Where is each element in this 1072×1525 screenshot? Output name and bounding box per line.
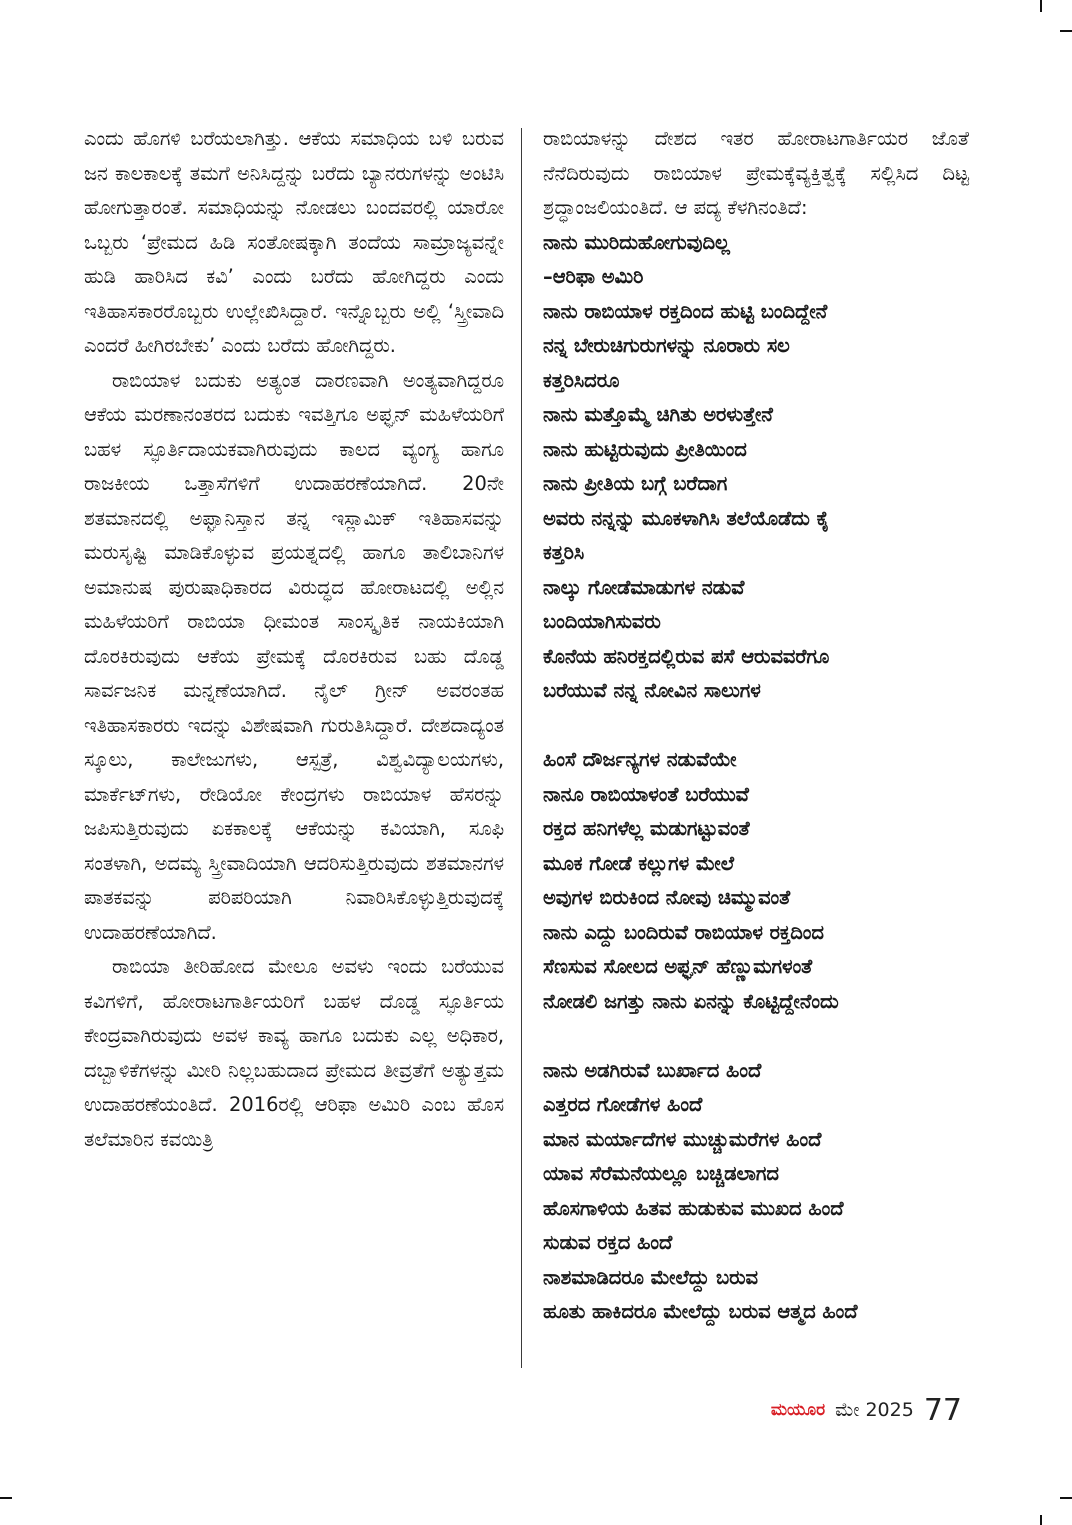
- poem-line: ಹೊಸಗಾಳಿಯ ಹಿತವ ಹುಡುಕುವ ಮುಖದ ಹಿಂದೆ: [543, 1196, 844, 1220]
- page-footer: [771, 1390, 962, 1430]
- poem-line: ನಾನು ಮತ್ತೊಮ್ಮೆ ಚಿಗಿತು ಅರಳುತ್ತೇನೆ: [543, 403, 773, 426]
- poem-line: ಕೊನೆಯ ಹನಿರಕ್ತದಲ್ಲಿರುವ ಪಸೆ ಆರುವವರೆಗೂ: [543, 644, 830, 668]
- page-number: 77: [923, 1392, 962, 1428]
- poem-line: ಬರೆಯುವೆ ನನ್ನ ನೋವಿನ ಸಾಲುಗಳ: [543, 679, 761, 702]
- stanza-gap: [543, 709, 969, 744]
- poem-line: ಕತ್ತರಿಸಿದರೂ: [543, 368, 620, 392]
- poem-line: ನೋಡಲಿ ಜಗತ್ತು ನಾನು ಏನನ್ನು ಕೊಟ್ಟಿದ್ದೇನೆಂದು: [543, 989, 839, 1013]
- poem-line: ಎತ್ತರದ ಗೋಡೆಗಳ ಹಿಂದೆ: [543, 1093, 703, 1116]
- poem-line: ಮೂಕ ಗೋಡೆ ಕಲ್ಲುಗಳ ಮೇಲೆ: [543, 851, 735, 875]
- poem-line: ಮಾನ ಮರ್ಯಾದೆಗಳ ಮುಚ್ಚುಮರೆಗಳ ಹಿಂದೆ: [543, 1127, 822, 1151]
- poem-line: ಅವರು ನನ್ನನ್ನು ಮೂಕಳಾಗಿಸಿ ತಲೆಯೊಡೆದು ಕೈ: [543, 506, 830, 530]
- poem-line: ಹಿಂಸೆ ದೌರ್ಜನ್ಯಗಳ ನಡುವೆಯೇ: [543, 748, 737, 771]
- left-column: [84, 122, 504, 1157]
- poem-line: ನಾನು ಹುಟ್ಟಿರುವುದು ಪ್ರೀತಿಯಿಂದ: [543, 437, 747, 461]
- poem-title: ನಾನು ಮುರಿದುಹೋಗುವುದಿಲ್ಲ: [543, 230, 730, 254]
- poem-author: –ಆರಿಫಾ ಅಮಿರಿ: [543, 265, 644, 288]
- left-paragraph-2: ರಾಬಿಯಾಳ ಬದುಕು ಅತ್ಯಂತ ದಾರಣವಾಗಿ ಅಂತ್ಯವಾಗಿದ್ದರೂ ಆಕೆಯ ಮರಣಾನಂತರದ ಬದುಕು ಇವತ್ತಿಗೂ ಅಫ್ಘನ್ ಮಹಿಳೆಯರಿಗೆ ಬಹಳ ಸ್ಫೂರ್ತಿದಾಯಕವಾಗಿರುವುದು ಕಾಲದ ವ್ಯಂಗ್ಯ ಹಾಗೂ ರಾಜಕೀಯ ಒತ್ತಾಸೆಗಳಿಗೆ ಉದಾಹರಣೆಯಾಗಿದೆ. 20ನೇ ಶತಮಾನದಲ್ಲಿ ಅಫ್ಘಾನಿಸ್ತಾನ ತನ್ನ ಇಸ್ಲಾಮಿಕ್ ಇತಿಹಾಸವನ್ನು ಮರುಸೃಷ್ಟಿ ಮಾಡಿಕೊಳ್ಳುವ ಪ್ರಯತ್ನದಲ್ಲಿ ಹಾಗೂ ತಾಲಿಬಾನಿಗಳ ಅಮಾನುಷ ಪುರುಷಾಧಿಕಾರದ ವಿರುದ್ಧದ ಹೋರಾಟದಲ್ಲಿ ಅಲ್ಲಿನ ಮಹಿಳೆಯರಿಗೆ ರಾಬಿಯಾ ಧೀಮಂತ ಸಾಂಸ್ಕೃತಿಕ ನಾಯಕಿಯಾಗಿ ದೊರಕಿರುವುದು ಆಕೆಯ ಪ್ರೇಮಕ್ಕೆ ದೊರಕಿರುವ ಬಹು ದೊಡ್ಡ ಸಾರ್ವಜನಿಕ ಮನ್ನಣೆಯಾಗಿದೆ. ನೈಲ್ ಗ್ರೀನ್ ಅವರಂತಹ ಇತಿಹಾಸಕಾರರು ಇದನ್ನು ವಿಶೇಷವಾಗಿ ಗುರುತಿಸಿದ್ದಾರೆ. ದೇಶದಾದ್ಯಂತ ಸ್ಕೂಲು, ಕಾಲೇಜುಗಳು, ಆಸ್ಪತ್ರೆ, ವಿಶ್ವವಿದ್ಯಾಲಯಗಳು, ಮಾರ್ಕೆಟ್‌ಗಳು, ರೇಡಿಯೋ ಕೇಂದ್ರಗಳು ರಾಬಿಯಾಳ ಹೆಸರನ್ನು ಜಪಿಸುತ್ತಿರುವುದು ಏಕಕಾಲಕ್ಕೆ ಆಕೆಯನ್ನು ಕವಿಯಾಗಿ, ಸೂಫಿ ಸಂತಳಾಗಿ, ಅದಮ್ಯ ಸ್ತ್ರೀವಾದಿಯಾಗಿ ಆದರಿಸುತ್ತಿರುವುದು ಶತಮಾನಗಳ ಪಾತಕವನ್ನು ಪರಿಪರಿಯಾಗಿ ನಿವಾರಿಸಿಕೊಳ್ಳುತ್ತಿರುವುದಕ್ಕೆ ಉದಾಹರಣೆಯಾಗಿದೆ.: [84, 368, 504, 944]
- poem-line: ಸುಡುವ ರಕ್ತದ ಹಿಂದೆ: [543, 1231, 673, 1254]
- crop-mark-bottom: [1040, 1515, 1042, 1525]
- poem-line: ನನ್ನ ಬೇರುಚಿಗುರುಗಳನ್ನು ನೂರಾರು ಸಲ: [543, 334, 790, 357]
- left-paragraph-1: ಎಂದು ಹೊಗಳಿ ಬರೆಯಲಾಗಿತ್ತು. ಆಕೆಯ ಸಮಾಧಿಯ ಬಳಿ ಬರುವ ಜನ ಕಾಲಕಾಲಕ್ಕೆ ತಮಗೆ ಅನಿಸಿದ್ದನ್ನು ಬರೆದು ಬ್ಯಾನರುಗಳನ್ನು ಅಂಟಿಸಿ ಹೋಗುತ್ತಾರಂತೆ. ಸಮಾಧಿಯನ್ನು ನೋಡಲು ಬಂದವರಲ್ಲಿ ಯಾರೋ ಒಬ್ಬರು ‘ಪ್ರೇಮದ ಹಿಡಿ ಸಂತೋಷಕ್ಕಾಗಿ ತಂದೆಯ ಸಾಮ್ರಾಜ್ಯವನ್ನೇ ಹುಡಿ ಹಾರಿಸಿದ ಕವಿ’ ಎಂದು ಬರೆದು ಹೋಗಿದ್ದರು ಎಂದು ಇತಿಹಾಸಕಾರರೊಬ್ಬರು ಉಲ್ಲೇಖಿಸಿದ್ದಾರೆ. ಇನ್ನೊಬ್ಬರು ಅಲ್ಲಿ ‘ಸ್ತ್ರೀವಾದಿ ಎಂದರೆ ಹೀಗಿರಬೇಕು’ ಎಂದು ಬರೆದು ಹೋಗಿದ್ದರು.: [84, 127, 504, 357]
- poem-stanza-2: [543, 743, 969, 1019]
- poem-line: ಹೂತು ಹಾಕಿದರೂ ಮೇಲೆದ್ದು ಬರುವ ಆತ್ಮದ ಹಿಂದೆ: [543, 1300, 858, 1323]
- crop-mark-right-top: [1060, 30, 1072, 32]
- poem-stanza-3: [543, 1054, 969, 1330]
- poem-line: ಕತ್ತರಿಸಿ: [543, 541, 585, 564]
- crop-mark-top: [1040, 0, 1042, 12]
- poem-line: ನಾಶಮಾಡಿದರೂ ಮೇಲೆದ್ದು ಬರುವ: [543, 1265, 759, 1289]
- left-paragraph-3: ರಾಬಿಯಾ ತೀರಿಹೋದ ಮೇಲೂ ಅವಳು ಇಂದು ಬರೆಯುವ ಕವಿಗಳಿಗೆ, ಹೋರಾಟಗಾರ್ತಿಯರಿಗೆ ಬಹಳ ದೊಡ್ಡ ಸ್ಫೂರ್ತಿಯ ಕೇಂದ್ರವಾಗಿರುವುದು ಅವಳ ಕಾವ್ಯ ಹಾಗೂ ಬದುಕು ಎಲ್ಲ ಅಧಿಕಾರ, ದಬ್ಬಾಳಿಕೆಗಳನ್ನು ಮೀರಿ ನಿಲ್ಲಬಹುದಾದ ಪ್ರೇಮದ ತೀವ್ರತೆಗೆ ಅತ್ಯುತ್ತಮ ಉದಾಹರಣೆಯಂತಿದೆ. 2016ರಲ್ಲಿ ಆರಿಫಾ ಅಮಿರಿ ಎಂಬ ಹೊಸ ತಲೆಮಾರಿನ ಕವಯಿತ್ರಿ: [84, 955, 504, 1151]
- crop-mark-left-bottom: [0, 1497, 12, 1499]
- poem-line: ಸೆಣಸುವ ಸೋಲದ ಅಫ್ಘನ್ ಹೆಣ್ಣುಮಗಳಂತೆ: [543, 955, 813, 978]
- poem-line: ಅವುಗಳ ಬಿರುಕಿಂದ ನೋವು ಚಿಮ್ಮುವಂತೆ: [543, 886, 791, 909]
- poem: [543, 226, 969, 1330]
- magazine-name: ಮಯೂರ: [770, 1400, 826, 1420]
- poem-line: ನಾಲ್ಕು ಗೋಡೆಮಾಡುಗಳ ನಡುವೆ: [543, 575, 745, 599]
- poem-line: ನಾನು ಪ್ರೀತಿಯ ಬಗ್ಗೆ ಬರೆದಾಗ: [543, 472, 728, 495]
- column-divider: [521, 128, 522, 1368]
- issue-date: ಮೇ 2025: [835, 1399, 914, 1421]
- poem-line: ನಾನು ರಾಬಿಯಾಳ ರಕ್ತದಿಂದ ಹುಟ್ಟಿ ಬಂದಿದ್ದೇನೆ: [543, 299, 828, 323]
- poem-intro: ರಾಬಿಯಾಳನ್ನು ದೇಶದ ಇತರ ಹೋರಾಟಗಾರ್ತಿಯರ ಜೊತೆ ನೆನೆದಿರುವುದು ರಾಬಿಯಾಳ ಪ್ರೇಮಕ್ಕೆವ್ಯಕ್ತಿತ್ವಕ್ಕೆ ಸಲ್ಲಿಸಿದ ದಿಟ್ಟ ಶ್ರದ್ಧಾಂಜಲಿಯಂತಿದೆ. ಆ ಪದ್ಯ ಕೆಳಗಿನಂತಿದೆ:: [543, 127, 969, 219]
- right-column: [543, 122, 969, 1330]
- crop-mark-right-bottom: [1060, 1497, 1072, 1499]
- stanza-gap: [543, 1019, 969, 1054]
- poem-stanza-1: [543, 295, 969, 709]
- poem-line: ನಾನು ಅಡಗಿರುವೆ ಬುರ್ಖಾದ ಹಿಂದೆ: [543, 1058, 762, 1082]
- poem-line: ಯಾವ ಸೆರೆಮನೆಯಲ್ಲೂ ಬಚ್ಚಿಡಲಾಗದ: [543, 1162, 779, 1185]
- poem-line: ನಾನೂ ರಾಬಿಯಾಳಂತೆ ಬರೆಯುವೆ: [543, 782, 749, 806]
- poem-line: ನಾನು ಎದ್ದು ಬಂದಿರುವೆ ರಾಬಿಯಾಳ ರಕ್ತದಿಂದ: [543, 920, 824, 944]
- poem-line: ರಕ್ತದ ಹನಿಗಳೆಲ್ಲ ಮಡುಗಟ್ಟುವಂತೆ: [543, 817, 750, 840]
- poem-line: ಬಂದಿಯಾಗಿಸುವರು: [543, 610, 661, 633]
